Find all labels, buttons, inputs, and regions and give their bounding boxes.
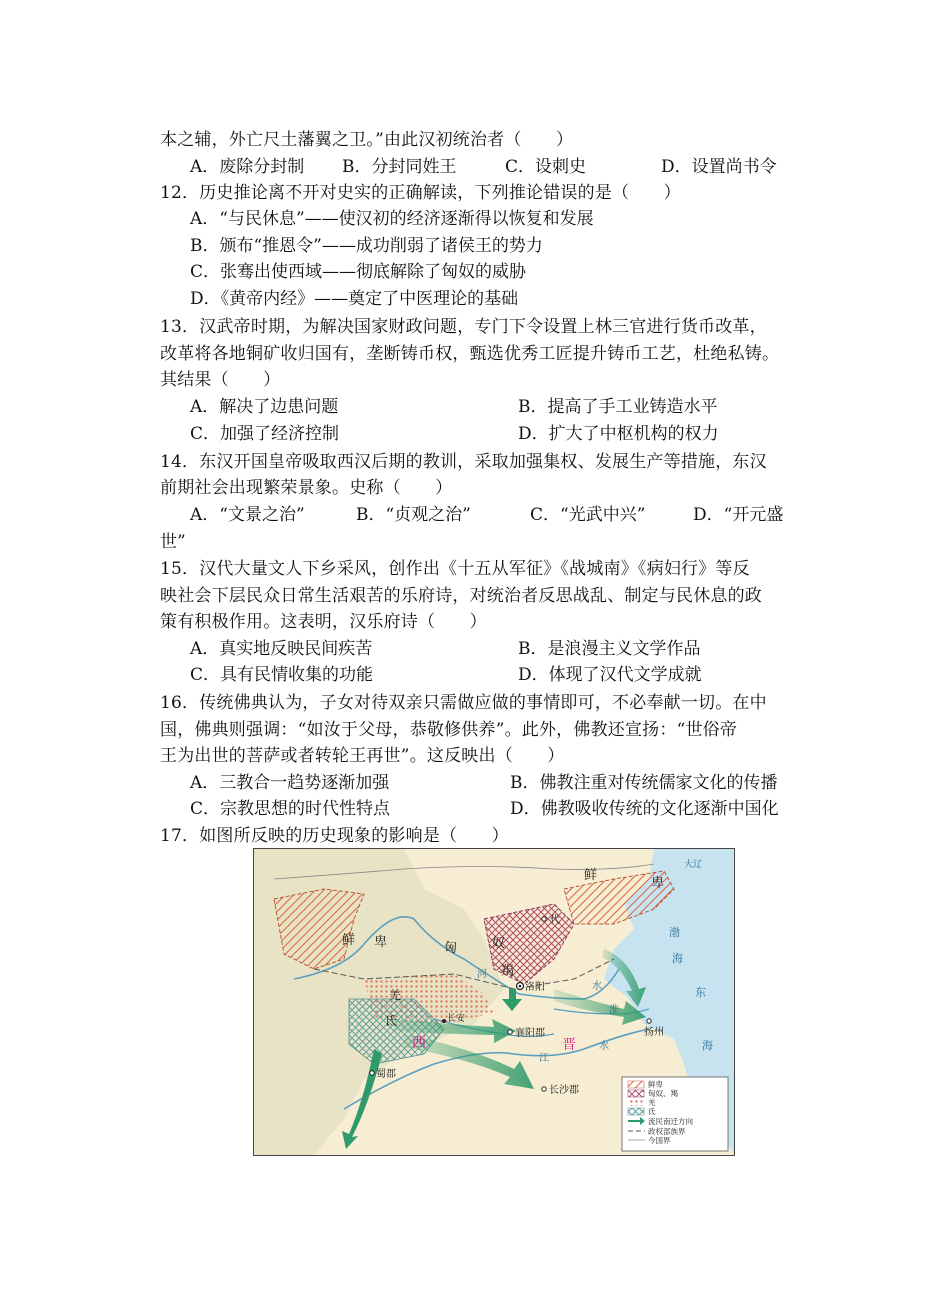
shujun-marker (370, 1071, 374, 1075)
label-xiongnu2: 奴 (492, 936, 506, 951)
label-yangzhou: 扬州 (644, 1027, 664, 1038)
q15-option-a[interactable]: A．真实地反映民间疾苦 (190, 639, 373, 659)
q11-stem-cont: 本之辅，外亡尺土藩翼之卫。”由此汉初统治者（ ） (160, 130, 574, 150)
label-he: 河 (477, 969, 487, 980)
changsha-marker (542, 1087, 546, 1091)
q11-option-b[interactable]: B．分封同姓王 (342, 157, 457, 177)
q16-option-b[interactable]: B．佛教注重对传统儒家文化的传播 (510, 773, 778, 793)
legend-xianbei: 鲜卑 (648, 1080, 663, 1089)
label-jiang: 江 (539, 1053, 549, 1064)
q12-stem: 12．历史推论离不开对史实的正确解读，下列推论错误的是（ ） (160, 183, 681, 203)
label-xianbei-ne2: 卑 (651, 876, 665, 891)
q15-stem-line-2: 映社会下层民众日常生活艰苦的乐府诗，对统治者反思战乱、制定与民休息的政 (160, 586, 762, 606)
q14-option-b[interactable]: B．“贞观之治” (356, 505, 471, 525)
q15-option-b[interactable]: B．是浪漫主义文学作品 (518, 639, 701, 659)
q13-option-d[interactable]: D．扩大了中枢机构的权力 (518, 424, 719, 444)
q13-option-b[interactable]: B．提高了手工业铸造水平 (518, 397, 718, 417)
q16-option-a[interactable]: A．三教合一趋势逐渐加强 (190, 773, 390, 793)
label-qiang: 羌 (389, 988, 402, 1002)
q13-option-c[interactable]: C．加强了经济控制 (190, 424, 340, 444)
legend-migration: 流民南迁方向 (648, 1117, 693, 1126)
q11-option-a[interactable]: A．废除分封制 (190, 157, 305, 177)
label-huai: 淮 (609, 1005, 619, 1016)
label-donghai1: 东 (695, 986, 706, 999)
q15-stem-line-1: 15．汉代大量文人下乡采风，创作出《十五从军征》《战城南》《病妇行》等反 (160, 559, 750, 579)
label-dai: 代 (550, 915, 560, 926)
q16-option-c[interactable]: C．宗教思想的时代性特点 (190, 799, 391, 819)
legend-di: 氐 (648, 1107, 656, 1116)
label-xi: 西 (412, 1035, 426, 1051)
label-jin: 晋 (562, 1037, 576, 1053)
map-legend (622, 1077, 728, 1151)
xiangyang-marker (508, 1030, 512, 1034)
label-changan: 长安 (447, 1014, 466, 1024)
label-shujun: 蜀郡 (376, 1069, 396, 1080)
migration-map (253, 848, 735, 1156)
q16-stem-line-1: 16．传统佛典认为，子女对待双亲只需做应做的事情即可，不必奉献一切。在中 (160, 693, 767, 713)
q16-stem-line-2: 国，佛典则强调：“如汝于父母，恭敬修供养”。此外，佛教还宣扬：“世俗帝 (160, 720, 738, 740)
label-liao: 大辽 (684, 860, 703, 870)
label-xianbei-w2: 卑 (374, 935, 388, 950)
label-changsha: 长沙郡 (549, 1085, 579, 1096)
dai-marker (542, 917, 546, 921)
q14-option-d-cont: 世” (160, 532, 186, 552)
label-bohai1: 渤 (669, 926, 680, 939)
luoyang-marker-dot (519, 985, 522, 988)
q13-stem-line-1: 13．汉武帝时期，为解决国家财政问题，专门下令设置上林三官进行货币改革， (160, 317, 767, 337)
label-xianbei-w1: 鲜 (342, 933, 356, 948)
q17-stem: 17．如图所反映的历史现象的影响是（ ） (160, 826, 509, 846)
legend-regime-boundary: 政权部族界 (648, 1127, 686, 1136)
label-xianbei-ne1: 鲜 (584, 868, 598, 883)
q15-option-c[interactable]: C．具有民情收集的功能 (190, 665, 374, 685)
map-svg (254, 849, 734, 1155)
q14-option-a[interactable]: A．“文景之治” (190, 505, 305, 525)
legend-xiongnu-jie: 匈奴、羯 (648, 1089, 678, 1098)
changan-marker (442, 1019, 446, 1023)
legend-modern-border: 今国界 (648, 1136, 671, 1145)
label-donghai2: 海 (702, 1039, 713, 1052)
label-xiongnu1: 匈 (444, 941, 458, 956)
q14-stem-line-1: 14．东汉开国皇帝吸取西汉后期的教训，采取加强集权、发展生产等措施，东汉 (160, 452, 767, 472)
q15-stem-line-3: 策有积极作用。这表明，汉乐府诗（ ） (160, 612, 487, 632)
q14-stem-line-2: 前期社会出现繁荣景象。史称（ ） (160, 478, 453, 498)
q14-option-c[interactable]: C．“光武中兴” (530, 505, 646, 525)
legend-qiang: 羌 (648, 1098, 656, 1107)
label-di: 氐 (385, 1014, 398, 1028)
label-xiangyang: 襄阳郡 (515, 1028, 545, 1039)
q14-option-d[interactable]: D．“开元盛 (693, 505, 784, 525)
q16-stem-line-3: 王为出世的菩萨或者转轮王再世”。这反映出（ ） (160, 746, 565, 766)
label-bohai2: 海 (672, 952, 683, 965)
label-luoyang: 洛阳 (525, 982, 545, 993)
q12-option-a[interactable]: A．“与民休息”——使汉初的经济逐渐得以恢复和发展 (190, 209, 594, 229)
label-shui2: 水 (599, 1041, 609, 1052)
yangzhou-marker (647, 1019, 651, 1023)
q13-stem-line-3: 其结果（ ） (160, 370, 281, 390)
q11-option-d[interactable]: D．设置尚书令 (661, 157, 777, 177)
q12-option-c[interactable]: C．张骞出使西域——彻底解除了匈奴的威胁 (190, 262, 527, 282)
label-shui: 水 (592, 981, 602, 992)
q11-option-c[interactable]: C．设刺史 (505, 157, 587, 177)
q15-option-d[interactable]: D．体现了汉代文学成就 (518, 665, 702, 685)
q12-option-d[interactable]: D．《黄帝内经》——奠定了中医理论的基础 (190, 289, 519, 309)
q13-stem-line-2: 改革将各地铜矿收归国有，垄断铸币权，甄选优秀工匠提升铸币工艺，杜绝私铸。 (160, 344, 780, 364)
q12-option-b[interactable]: B．颁布“推恩令”——成功削弱了诸侯王的势力 (190, 236, 543, 256)
q13-option-a[interactable]: A．解决了边患问题 (190, 397, 339, 417)
label-jie: 羯 (501, 964, 515, 979)
q16-option-d[interactable]: D．佛教吸收传统的文化逐渐中国化 (510, 799, 779, 819)
